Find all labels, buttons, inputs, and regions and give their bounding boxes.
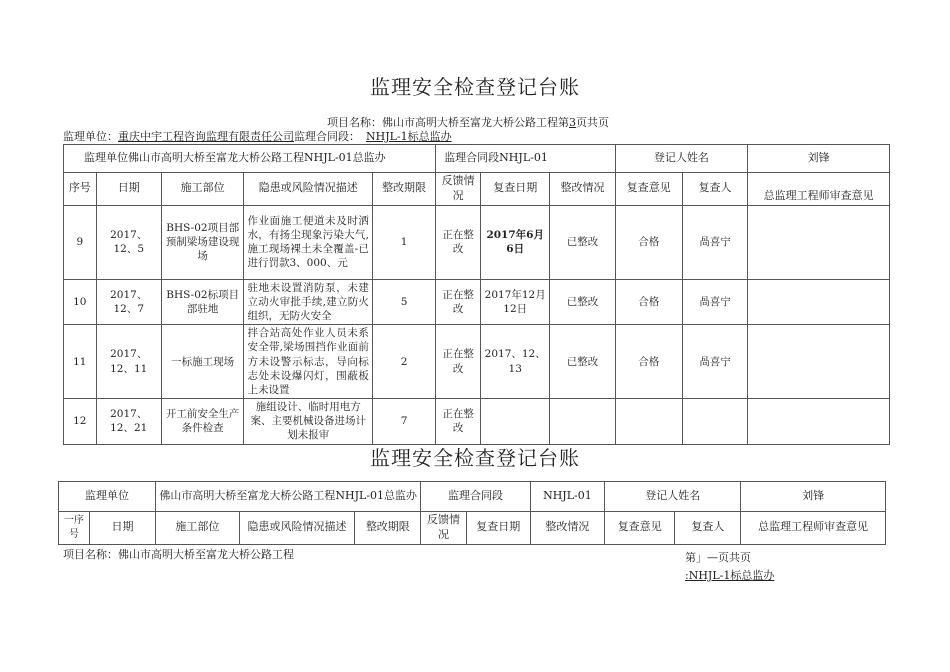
row-no: 9 [64,205,97,279]
page1-title: 监理安全检查登记台账 [370,75,580,99]
row-site: BHS-02标项目部驻地 [161,279,244,325]
row-person [682,399,747,445]
row-no: 11 [64,325,97,399]
header-status: 整改情况 [550,173,615,206]
row-person: 咼喜宁 [682,279,747,325]
page2-registrant-name: 刘锋 [741,482,886,512]
page1-registrant-name: 刘锋 [748,145,890,173]
row-status: 已整改 [550,279,615,325]
table-row [64,325,890,399]
row-status: 已整改 [550,205,615,279]
page2-contract-line: :NHJL-1标总监办 [685,569,775,582]
page2-header-row [59,512,886,545]
page2-title: 监理安全检查登记台账 [370,446,580,470]
row-status [550,399,615,445]
row-desc: 拌合站高处作业人员未系安全带,梁场围挡作业面前方未设警示标志，导向标志处未设爆闪灯，围蔽板上未设置 [244,325,372,399]
page2-info-row [59,482,886,512]
row-chief [748,399,890,445]
table-row [64,279,890,325]
header-limit: 整改期限 [372,173,435,206]
table-row [64,399,890,445]
header-site: 施工部位 [161,173,244,206]
header-opinion: 复查意见 [605,512,675,545]
row-limit: 1 [372,205,435,279]
row-recheck-date: 2017年6月6日 [481,205,550,279]
page1-ledger-table [63,144,890,445]
row-recheck-date: 2017年12月12日 [481,279,550,325]
header-seq: 一序号 [59,512,90,545]
row-no: 10 [64,279,97,325]
row-site: 开工前安全生产条件检查 [161,399,244,445]
page1-header-row [64,173,890,206]
row-chief [748,325,890,399]
page1-registrant-label: 登记人姓名 [615,145,748,173]
header-site: 施工部位 [156,512,240,545]
page2-registrant-label: 登记人姓名 [605,482,741,512]
header-recheck-date: 复查日期 [481,173,550,206]
page2-contract-cell: NHJL-01 [530,482,604,512]
row-person: 咼喜宁 [682,205,747,279]
header-opinion: 复查意见 [615,173,682,206]
row-site: BHS-02项目部预制梁场建设现场 [161,205,244,279]
row-chief [748,279,890,325]
header-person: 复查人 [682,173,747,206]
row-opinion: 合格 [615,205,682,279]
row-feedback: 正在整改 [436,399,481,445]
row-status: 已整改 [550,325,615,399]
header-seq: 序号 [64,173,97,206]
row-feedback: 正在整改 [436,205,481,279]
header-status: 整改情况 [530,512,604,545]
row-recheck-date [481,399,550,445]
page2-page-line: 第」—页共页 [685,551,751,564]
row-opinion: 合格 [615,279,682,325]
row-opinion [615,399,682,445]
page1-unit-cell: 监理单位佛山市高明大桥至富龙大桥公路工程NHJL-01总监办 [64,145,436,173]
row-chief [748,205,890,279]
page1-project-line: 项目名称：佛山市高明大桥至富龙大桥公路工程第3页共页 [327,116,609,129]
header-date: 日期 [96,173,161,206]
header-person: 复查人 [675,512,741,545]
row-desc: 作业面施工便道未及时洒水，有扬尘现象污染大气,施工现场裸土未全覆盖-已进行罚款3、000、元 [244,205,372,279]
row-limit: 5 [372,279,435,325]
row-site: 一标施工现场 [161,325,244,399]
header-feedback: 反馈情况 [421,512,466,545]
row-person: 咼喜宁 [682,325,747,399]
row-limit: 7 [372,399,435,445]
page2-contract-label: 监理合同段 [421,482,530,512]
page1-contract-cell: 监理合同段NHJL-01 [436,145,615,173]
table-row [64,205,890,279]
header-recheck-date: 复查日期 [466,512,530,545]
row-date: 2017、12、7 [96,279,161,325]
row-no: 12 [64,399,97,445]
row-recheck-date: 2017、12、13 [481,325,550,399]
row-date: 2017、12、11 [96,325,161,399]
row-opinion: 合格 [615,325,682,399]
header-chief: 总监理工程师审查意见 [748,173,890,206]
page2-project-line: 项目名称：佛山市高明大桥至富龙大桥公路工程 [63,548,294,561]
header-desc: 隐患或风险情况描述 [239,512,355,545]
header-feedback: 反馈情况 [436,173,481,206]
page1-info-row [64,145,890,173]
header-desc: 隐患或风险情况描述 [244,173,372,206]
row-date: 2017、12、5 [96,205,161,279]
page1-unit-line: 监理单位：重庆中宇工程咨询监理有限责任公司监理合同段： NHJL-1标总监办 [63,130,452,143]
header-chief: 总监理工程师审查意见 [741,512,886,545]
row-limit: 2 [372,325,435,399]
page2-ledger-table [58,481,886,545]
header-date: 日期 [89,512,155,545]
row-feedback: 正在整改 [436,325,481,399]
page2-unit-cell: 佛山市高明大桥至富龙大桥公路工程NHJL-01总监办 [156,482,421,512]
row-date: 2017、12、21 [96,399,161,445]
row-desc: 施组设计、临时用电方案、主要机械设备进场计划未报审 [244,399,372,445]
header-limit: 整改期限 [355,512,421,545]
page2-unit-label: 监理单位 [59,482,156,512]
row-feedback: 正在整改 [436,279,481,325]
row-desc: 驻地未设置消防泵，未建立动火审批手续,建立防火组织，无防火安全 [244,279,372,325]
